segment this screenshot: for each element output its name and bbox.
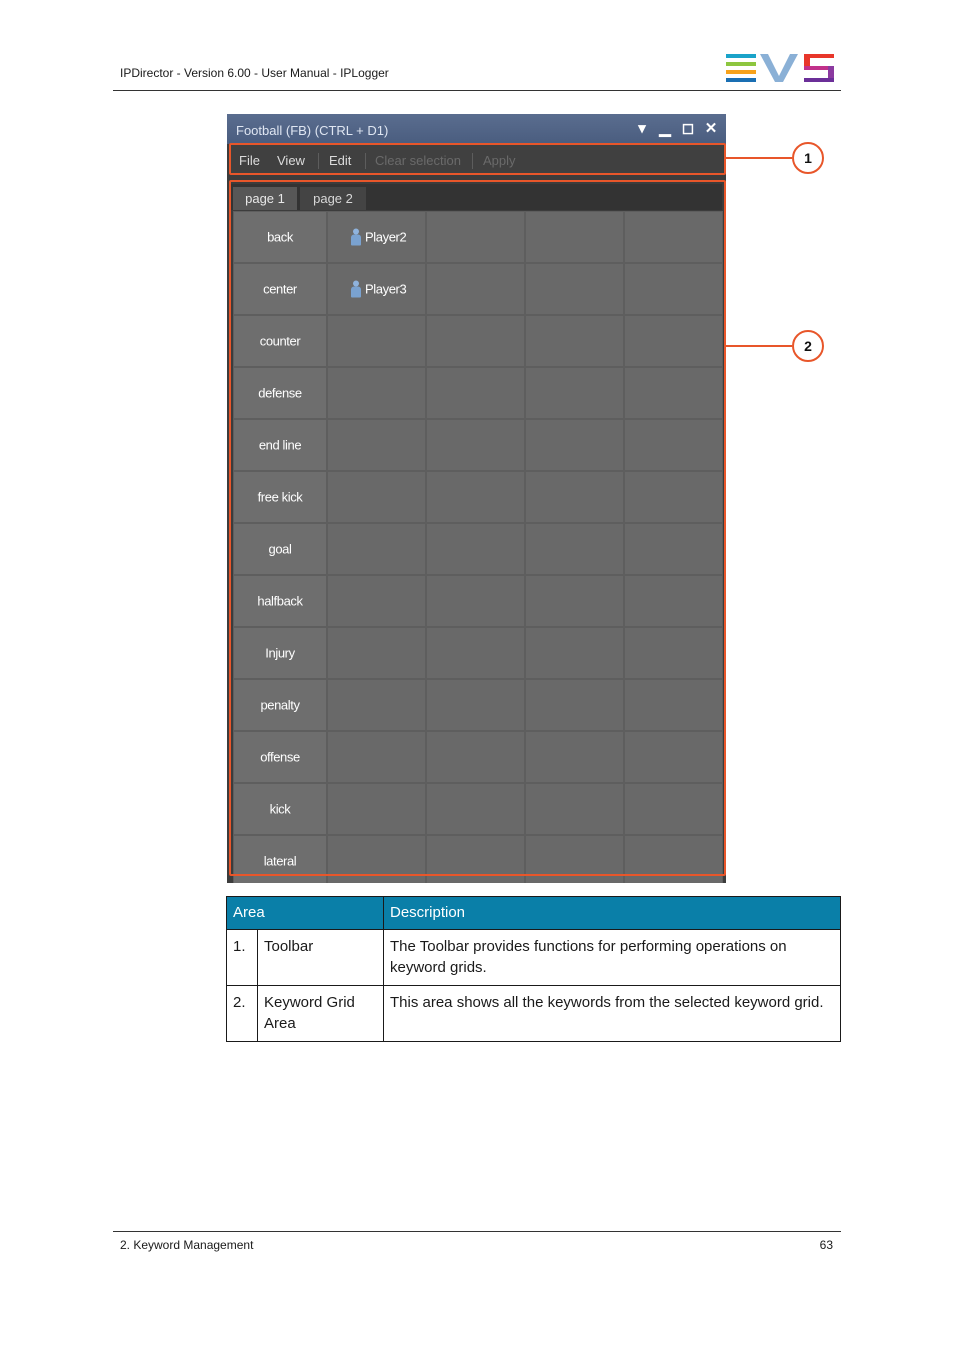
keyword-label: end line xyxy=(258,437,302,453)
callout-box-toolbar xyxy=(229,143,726,175)
table-row xyxy=(227,986,841,1042)
view-menu[interactable]: View xyxy=(277,153,305,168)
tab-page-1[interactable]: page 1 xyxy=(233,187,297,210)
footer-rule xyxy=(113,1231,841,1232)
callout-line xyxy=(726,345,792,347)
row-area: Keyword Grid Area xyxy=(258,986,384,1042)
footer-section: 2. Keyword Management xyxy=(120,1238,254,1252)
page-number: 63 xyxy=(819,1238,833,1252)
header-description: Description xyxy=(384,897,841,930)
minimize-icon[interactable]: ▁ xyxy=(659,120,671,137)
area-description-table xyxy=(226,896,841,1042)
keyword-label: lateral xyxy=(263,853,297,869)
maximize-icon[interactable]: ◻ xyxy=(681,120,695,137)
row-number: 2. xyxy=(227,986,258,1042)
callout-box-grid xyxy=(229,180,726,876)
table-row xyxy=(227,930,841,986)
player-label: Player3 xyxy=(365,281,407,297)
callout-1: 1 xyxy=(792,142,824,174)
callout-2: 2 xyxy=(792,330,824,362)
dropdown-arrow-icon[interactable]: ▾ xyxy=(638,120,646,137)
row-description: The Toolbar provides functions for performing operations on keyword grids. xyxy=(384,930,841,986)
keyword-label: back xyxy=(267,229,293,245)
keyword-label: offense xyxy=(260,749,300,765)
clear-selection-button[interactable]: Clear selection xyxy=(375,153,461,168)
keyword-label: goal xyxy=(268,541,292,557)
row-number: 1. xyxy=(227,930,258,986)
evs-logo xyxy=(726,54,834,82)
close-icon[interactable]: ✕ xyxy=(704,120,718,137)
edit-menu[interactable]: Edit xyxy=(329,153,352,168)
keyword-label: defense xyxy=(258,385,302,401)
keyword-label: penalty xyxy=(260,697,300,713)
apply-button[interactable]: Apply xyxy=(483,153,516,168)
file-menu[interactable]: File xyxy=(239,153,260,168)
row-area: Toolbar xyxy=(258,930,384,986)
keyword-label: center xyxy=(263,281,297,297)
callout-line xyxy=(726,157,792,159)
window-titlebar[interactable] xyxy=(227,114,726,144)
window-title: Football (FB) (CTRL + D1) xyxy=(236,123,389,138)
row-description: This area shows all the keywords from the selected keyword grid. xyxy=(384,986,841,1042)
tab-page-2[interactable]: page 2 xyxy=(300,187,366,210)
keyword-label: free kick xyxy=(257,489,303,505)
keyword-label: kick xyxy=(269,801,291,817)
keyword-label: halfback xyxy=(257,593,303,609)
keyword-label: Injury xyxy=(265,645,295,661)
header-rule xyxy=(113,90,841,91)
running-header: IPDirector - Version 6.00 - User Manual - IPLogger xyxy=(120,66,389,80)
keyword-label: counter xyxy=(259,333,301,349)
player-label: Player2 xyxy=(365,229,407,245)
header-area: Area xyxy=(227,897,384,930)
